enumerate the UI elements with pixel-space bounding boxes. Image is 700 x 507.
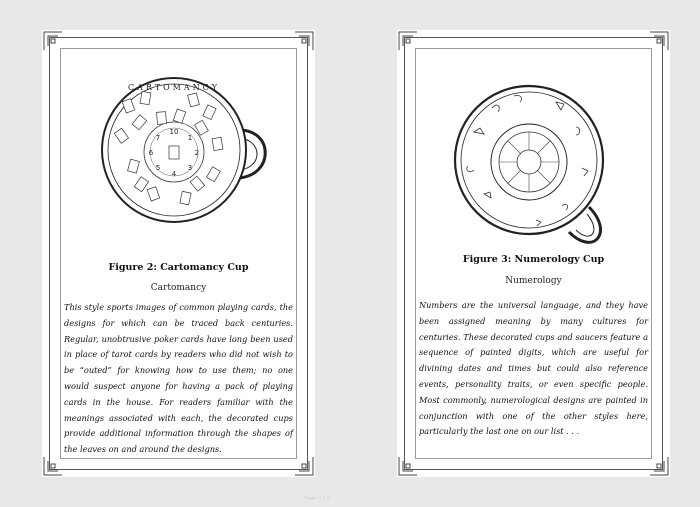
left-page — [42, 30, 315, 477]
svg-text:CARTOMANCY: CARTOMANCY — [127, 83, 220, 92]
figure-subtitle: Numerology — [505, 276, 562, 286]
figure-title: Figure 3: Numerology Cup — [462, 254, 605, 265]
svg-text:10: 10 — [169, 128, 178, 136]
numerology-cup-illustration — [444, 72, 624, 252]
svg-text:7: 7 — [155, 134, 160, 142]
right-page — [397, 30, 670, 477]
figure-subtitle: Cartomancy — [150, 283, 207, 293]
body-paragraph: Numbers are the universal language, and they have been assigned meaning by many cultures for centuries. These decorated cups and saucers feature a sequence of painted digits, which are useful for divining dates and times but could also reference events, personality traits, or even specific people. Most commonly, numerological designs are painted in conjunction with one of the other styles here, particularly the last one on our list . . . — [419, 300, 648, 437]
corner-ornament-icon — [42, 455, 64, 477]
corner-ornament-icon — [397, 30, 419, 52]
svg-text:5: 5 — [155, 164, 160, 172]
page-folio: Page 2 | 3 — [305, 495, 331, 500]
corner-ornament-icon — [293, 455, 315, 477]
cartomancy-cup-illustration — [89, 60, 269, 240]
svg-text:2: 2 — [194, 149, 199, 157]
svg-text:3: 3 — [187, 164, 192, 172]
svg-text:6: 6 — [148, 149, 153, 157]
body-paragraph: This style sports images of common playing cards, the designs for which can be traced back centuries. Regular, unobtrusive poker cards have long been used in place of tarot cards by readers who did not wish to be “outed” for knowing how to use them; no one would suspect anyone for having a pack of playing cards in the house. For readers familiar with the meanings associated with each, the decorated cups provide additional information through the shapes of the leaves on and around the designs. — [64, 302, 293, 455]
corner-ornament-icon — [648, 455, 670, 477]
corner-ornament-icon — [293, 30, 315, 52]
svg-text:1: 1 — [187, 134, 192, 142]
corner-ornament-icon — [42, 30, 64, 52]
svg-text:4: 4 — [171, 170, 176, 178]
corner-ornament-icon — [397, 455, 419, 477]
corner-ornament-icon — [648, 30, 670, 52]
figure-title: Figure 2: Cartomancy Cup — [108, 262, 249, 273]
